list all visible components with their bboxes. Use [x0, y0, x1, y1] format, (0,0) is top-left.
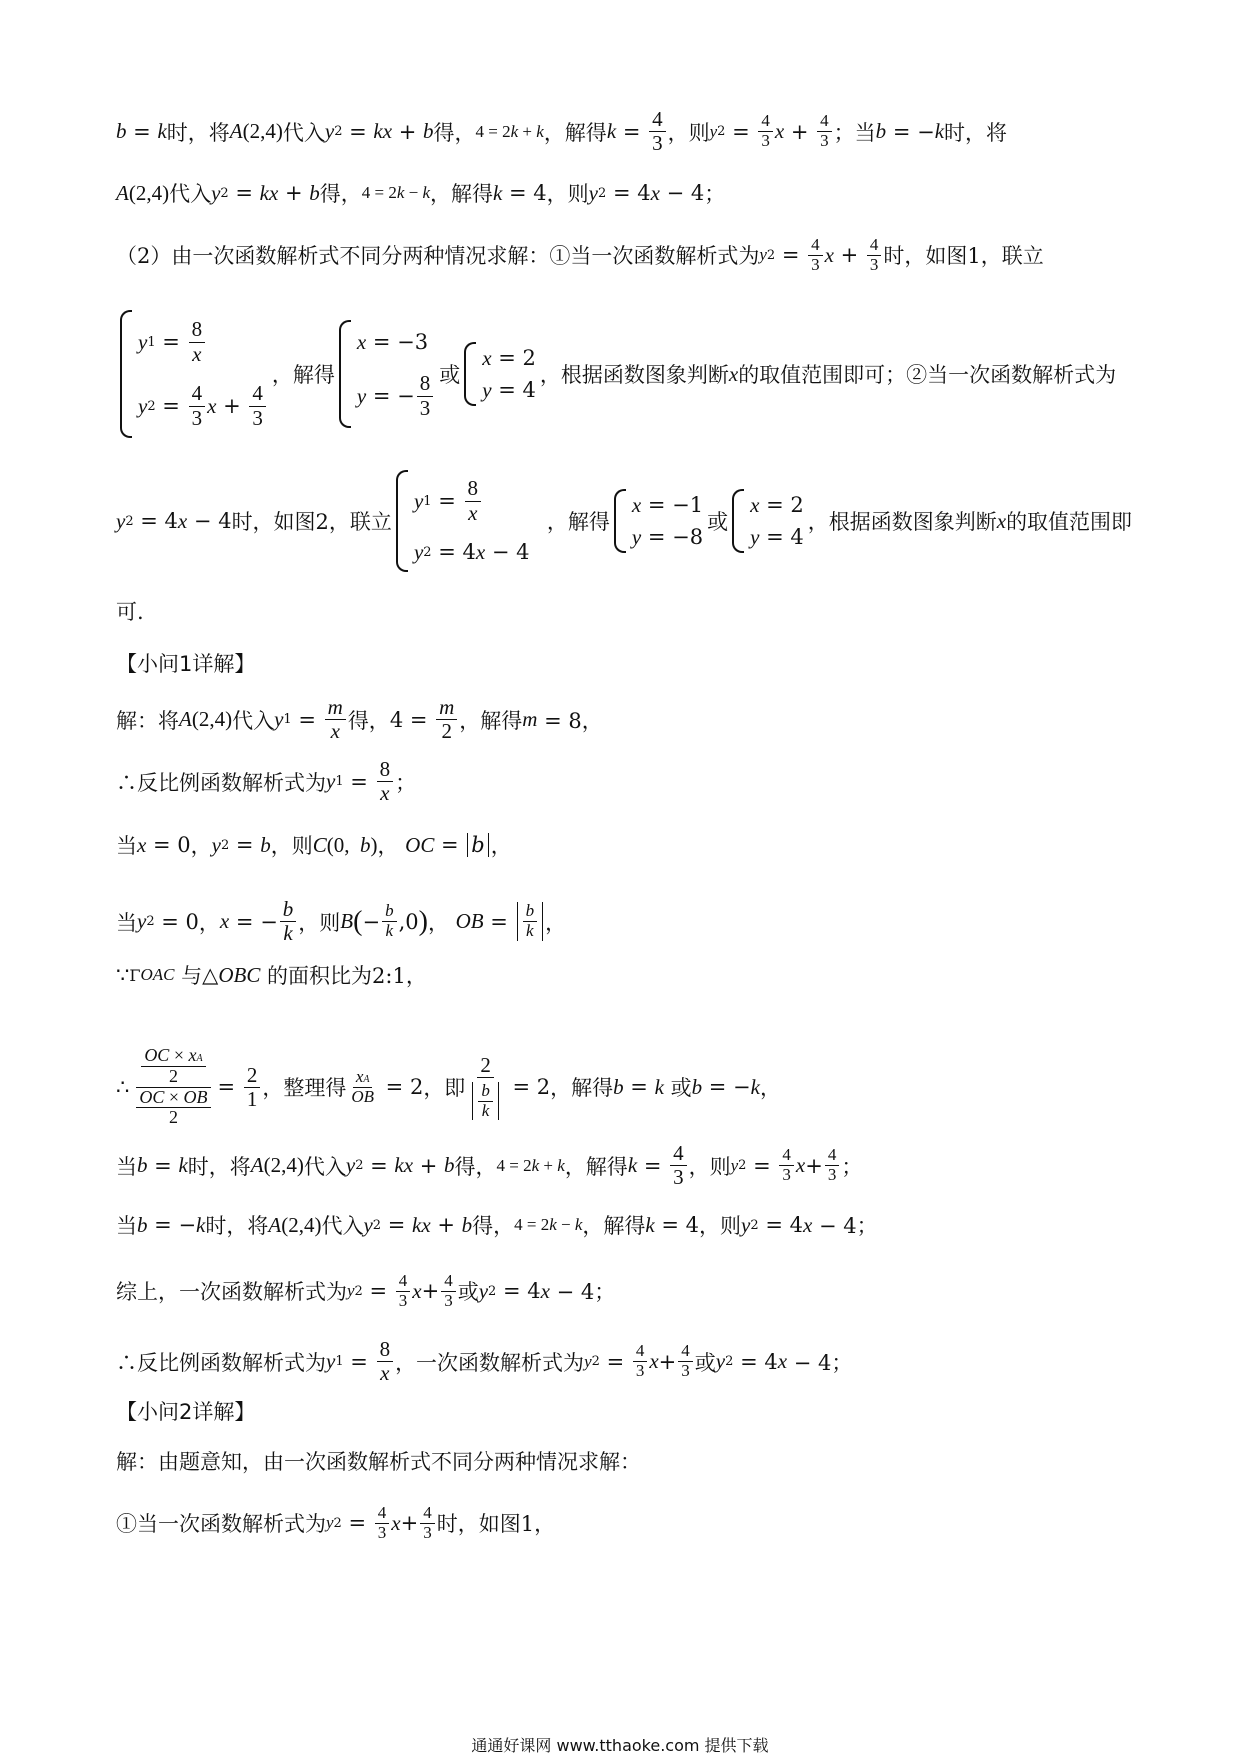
section-heading: 【小问2详解】 — [116, 1400, 256, 1424]
text-line: （2）由一次函数解析式不同分两种情况求解：①当一次函数解析式为 y 2 = $\frac{4}{3}$ x + $\frac{4}{3}$ 时，如图1，联立 — [116, 235, 1044, 274]
equation-system: y 1 = $\frac{8}{x}$ y 2 = $\frac{4}{3}$ x + $\frac{4}{3}$ — [120, 310, 268, 438]
section-heading: 【小问1详解】 — [116, 652, 256, 676]
solution-system: x = 2 y = 4 — [464, 342, 536, 406]
text-line: 当 y 2 = 0 ， x = − $\frac{b}{k}$ ，则 B ( − $\frac{b}{k}$ ,0 ) ， OB = $\frac{b}{k}$ ， — [116, 897, 567, 946]
solution-system: x = −3 y = − $\frac{8}{3}$ — [339, 320, 435, 428]
text-line: 可. — [116, 600, 144, 624]
text-line: y 1 = $\frac{8}{x}$ y 2 = $\frac{4}{3}$ x + $\frac{4}{3}$ ，解得 x = −3 y = − $\frac{8}{3}$ 或 x = 2 y = 4 ，根据函数图象判断 x 的取值范围即可；②当一次函数解析式为 — [116, 310, 1116, 438]
text-line: y 2 = 4 x − 4 时，如图2，联立 y 1 = $\frac{8}{x}$ y 2 = 4 x − 4 ，解得 x = −1 y = −8 或 x = 2 y = 4 ，根据函数图象判断 x 的取值范围即 — [116, 470, 1132, 572]
text-line: b = k 时，将 A (2,4) 代入 y 2 = kx + b 得， 4 = 2k + k ，解得 k = $\frac{4}{3}$ ，则 y 2 = $\frac{4}{3}$ x + $\frac{4}{3}$ ；当 b = − k 时，将 — [116, 107, 1008, 156]
text-line: ∴反比例函数解析式为 y 1 = $\frac{8}{x}$ ； — [116, 757, 417, 806]
text-line: 综上，一次函数解析式为 y 2 = $\frac{4}{3}$ x + $\frac{4}{3}$ 或 y 2 = 4 x − 4； — [116, 1271, 616, 1310]
text-line: ∵ Γ OAC 与 △ OBC 的面积比为 2:1， — [116, 962, 427, 988]
equation-system: y 1 = $\frac{8}{x}$ y 2 = 4 x − 4 — [396, 470, 530, 572]
text-line: ①当一次函数解析式为 y 2 = $\frac{4}{3}$ x + $\frac{4}{3}$ 时，如图1， — [116, 1503, 556, 1542]
text-line: 解：由题意知，由一次函数解析式不同分两种情况求解： — [116, 1450, 641, 1474]
page-footer: 通通好课网 www.tthaoke.com 提供下载 — [471, 1736, 769, 1755]
text-line: 当 x = 0 ， y 2 = b ，则 C (0, b) ， OC = b ， — [116, 832, 512, 858]
solution-system: x = −1 y = −8 — [614, 489, 703, 553]
text-line: ∴ $\frac{\frac{OC \times xA}{2}}{\frac{OC \times OB}{2}}$ = $\frac{2}{1}$ ，整理得 $\frac{xA}{OB}$ = 2 ，即 $\frac{2}{\frac{b}{k}}$ = 2 ，解得 b = k 或 b = − k ， — [116, 1045, 781, 1128]
solution-system: x = 2 y = 4 — [732, 489, 804, 553]
text-line: ∴反比例函数解析式为 y 1 = $\frac{8}{x}$ ，一次函数解析式为 y 2 = $\frac{4}{3}$ x + $\frac{4}{3}$ 或 y 2 = 4 x − 4； — [116, 1337, 853, 1386]
text-line: 解：将 A (2,4) 代入 y 1 = $\frac{m}{x}$ 得， 4 = $\frac{m}{2}$ ，解得 m = 8， — [116, 695, 603, 744]
text-line: A (2,4) 代入 y 2 = kx + b 得， 4 = 2k − k ，解得 k = 4 ，则 y 2 = 4 x − 4 ； — [116, 180, 726, 206]
text-line: 当 b = k 时，将 A (2,4) 代入 y 2 = kx + b 得， 4 = 2k + k ，解得 k = $\frac{4}{3}$ ，则 y 2 = $\frac{4}{3}$ x + $\frac{4}{3}$ ； — [116, 1141, 863, 1190]
text-line: 当 b = − k 时，将 A (2,4) 代入 y 2 = kx + b 得， 4 = 2k − k ，解得 k = 4 ，则 y 2 = 4 x − 4； — [116, 1212, 878, 1238]
